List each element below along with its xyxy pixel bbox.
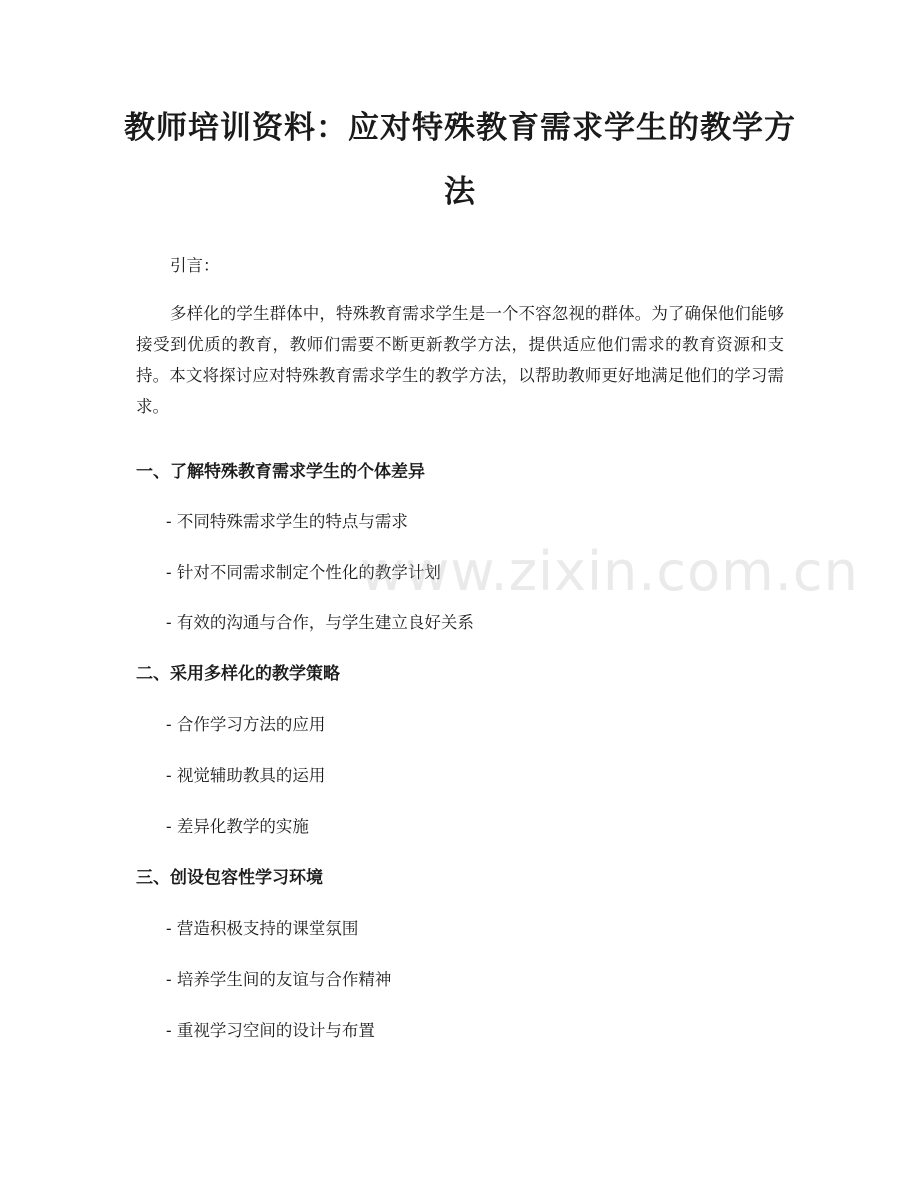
section-3-item-1: - 营造积极支持的课堂氛围	[166, 919, 359, 938]
intro-label: 引言：	[170, 256, 220, 275]
watermark-text: www.zixin.com.cn	[360, 540, 859, 603]
section-1-item-2: - 针对不同需求制定个性化的教学计划	[166, 563, 441, 582]
section-2-item-2: - 视觉辅助教具的运用	[166, 766, 326, 785]
document-title: 教师培训资料：应对特殊教育需求学生的教学方法	[124, 110, 796, 210]
section-3-item-3: - 重视学习空间的设计与布置	[166, 1021, 375, 1040]
section-1-heading: 一、了解特殊教育需求学生的个体差异	[136, 462, 425, 482]
section-2-item-1: - 合作学习方法的应用	[166, 715, 326, 734]
section-1-item-3: - 有效的沟通与合作，与学生建立良好关系	[166, 613, 474, 632]
section-2-item-3: - 差异化教学的实施	[166, 817, 309, 836]
intro-paragraph: 多样化的学生群体中，特殊教育需求学生是一个不容忽视的群体。为了确保他们能够接受到优质的教育，教师们需要不断更新教学方法，提供适应他们需求的教育资源和支持。本文将探讨应对特殊教育需求学生的教学方法，以帮助教师更好地满足他们的学习需求。	[136, 304, 784, 416]
section-1-item-1: - 不同特殊需求学生的特点与需求	[166, 512, 408, 531]
section-3-heading: 三、创设包容性学习环境	[136, 868, 323, 888]
section-3-item-2: - 培养学生间的友谊与合作精神	[166, 970, 392, 989]
section-2-heading: 二、采用多样化的教学策略	[136, 664, 340, 684]
